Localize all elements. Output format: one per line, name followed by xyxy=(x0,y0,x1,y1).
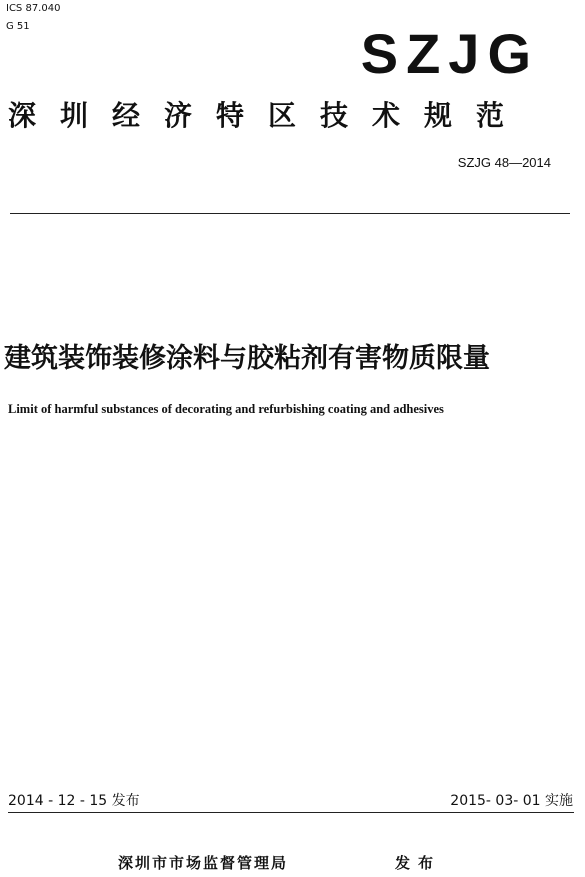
document-type: 深圳经济特区技术规范 xyxy=(8,99,529,132)
ccs-code: G 51 xyxy=(6,21,30,32)
publish-label: 发布 xyxy=(395,854,442,872)
issue-date: 2014 - 12 - 15 发布 xyxy=(8,793,140,809)
implementation-date: 2015- 03- 01 实施 xyxy=(450,793,573,809)
standard-logo: SZJG xyxy=(360,22,539,85)
title-chinese: 建筑装饰装修涂料与胶粘剂有害物质限量 xyxy=(4,343,490,374)
title-english: Limit of harmful substances of decorating and refurbishing coating and adhesives xyxy=(8,402,444,416)
publisher-name: 深圳市市场监督管理局 xyxy=(118,854,289,872)
footer-divider xyxy=(8,812,574,813)
ics-code: ICS 87.040 xyxy=(6,3,61,14)
header-divider xyxy=(10,213,570,214)
standard-number: SZJG 48—2014 xyxy=(457,155,551,170)
